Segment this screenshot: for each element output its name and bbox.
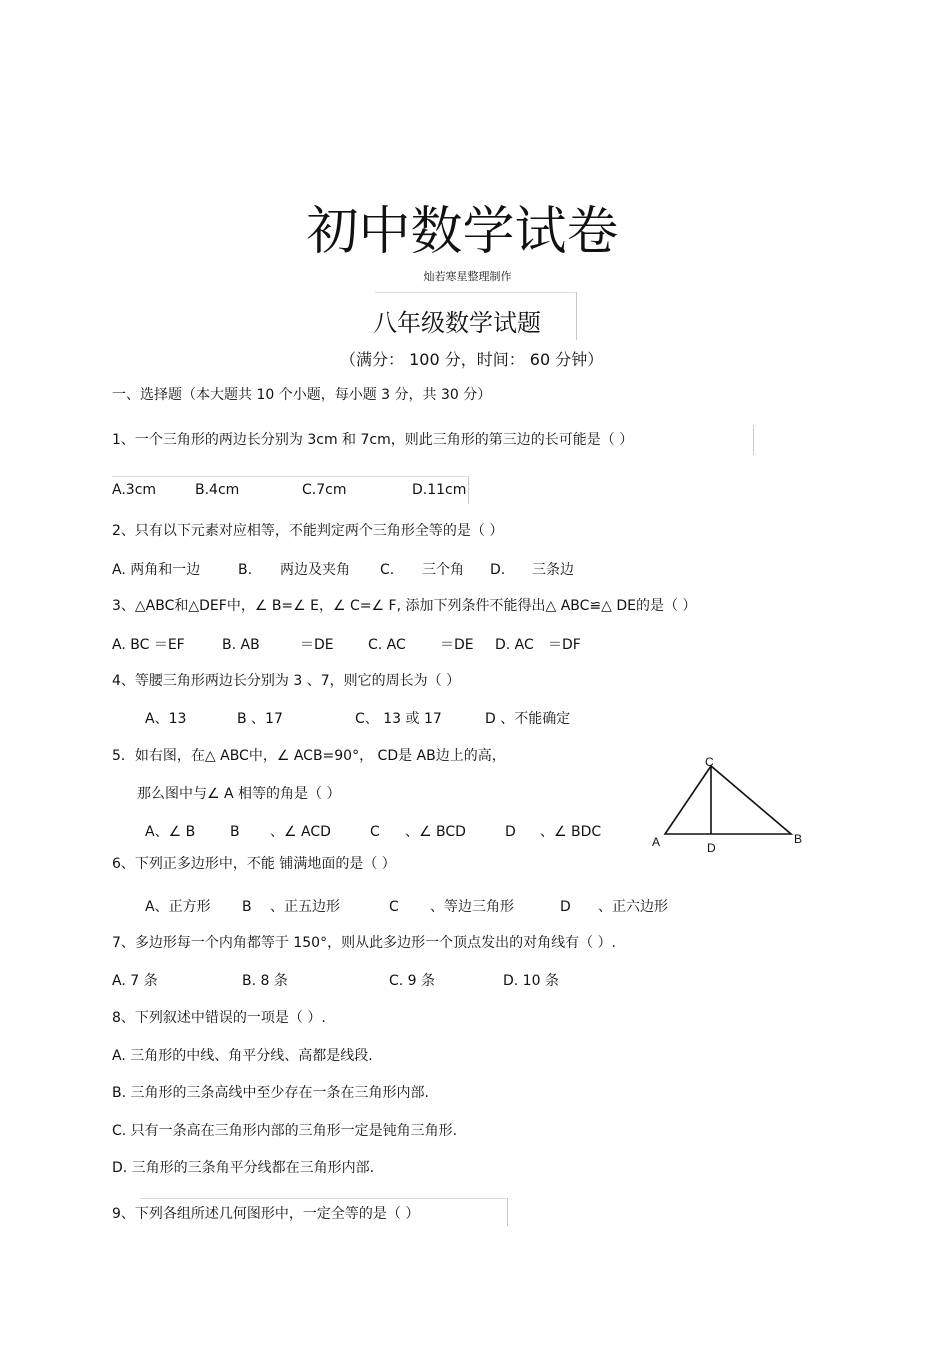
question-2-option-c: 三个角 [422, 562, 464, 578]
question-9-stem: 9、下列各组所述几何图形中，一定全等的是（ ） [112, 1206, 420, 1222]
exam-title: 八年级数学试题 [373, 309, 541, 337]
question-3-option-c-letter: C. AC [368, 637, 406, 653]
border-mark [507, 1198, 508, 1226]
question-6-option-b: 、正五边形 [270, 899, 340, 915]
question-4-stem: 4、等腰三角形两边长分别为 3 、7，则它的周长为（ ） [112, 673, 461, 689]
question-8-option-d: D. 三角形的三条角平分线都在三角形内部. [112, 1160, 375, 1176]
question-5-option-c-letter: C [370, 824, 380, 840]
question-7-option-c: C. 9 条 [389, 973, 436, 989]
question-8-stem: 8、下列叙述中错误的一项是（ ）. [112, 1010, 326, 1026]
question-8-option-b: B. 三角形的三条高线中至少存在一条在三角形内部. [112, 1085, 429, 1101]
question-6-option-c-letter: C [389, 899, 399, 915]
question-2-option-d-letter: D. [490, 562, 506, 578]
question-1-option-d: D.11cm [412, 482, 467, 498]
question-8-option-c: C. 只有一条高在三角形内部的三角形一定是钝角三角形. [112, 1123, 458, 1139]
question-2-option-d: 三条边 [532, 562, 574, 578]
border-mark [140, 1198, 506, 1199]
question-3-option-d-letter: D. AC [495, 637, 534, 653]
question-2-option-b-letter: B. [238, 562, 253, 578]
question-1-stem: 1、一个三角形的两边长分别为 3cm 和 7cm，则此三角形的第三边的长可能是（ ） [112, 432, 634, 448]
question-3-option-a: A. BC ＝EF [112, 637, 185, 653]
border-mark [468, 476, 469, 504]
question-5-option-c: 、∠ BCD [405, 824, 466, 840]
vertex-label-b: B [794, 832, 803, 846]
author-note: 灿若寒星整理制作 [423, 270, 512, 283]
question-2-option-a: A. 两角和一边 [112, 562, 201, 578]
question-7-option-b: B. 8 条 [242, 973, 288, 989]
question-2-option-c-letter: C. [380, 562, 395, 578]
question-3-option-b-letter: B. AB [222, 637, 260, 653]
question-6-option-b-letter: B [242, 899, 252, 915]
question-3-stem: 3、△ABC和△DEF中，∠ B=∠ E，∠ C=∠ F, 添加下列条件不能得出△ ABC≌△ DE的是（ ） [112, 598, 697, 614]
question-4-option-c: C、 13 或 17 [355, 711, 442, 727]
question-3-option-c: ＝DE [440, 637, 474, 653]
question-6-stem: 6、下列正多边形中，不能 铺满地面的是（ ） [112, 856, 396, 872]
section-heading: 一、选择题（本大题共 10 个小题，每小题 3 分，共 30 分） [112, 387, 492, 403]
question-4-option-d: D 、不能确定 [485, 711, 571, 727]
question-5-option-b: 、∠ ACD [270, 824, 331, 840]
question-8-option-a: A. 三角形的中线、角平分线、高都是线段. [112, 1048, 373, 1064]
question-5-option-a: A、∠ B [145, 824, 196, 840]
question-2-option-b: 两边及夹角 [280, 562, 350, 578]
triangle-abc [665, 766, 791, 834]
question-6-option-a: A、正方形 [145, 899, 211, 915]
question-6-option-d-letter: D [560, 899, 571, 915]
vertex-label-c: C [705, 755, 714, 769]
vertex-label-a: A [652, 835, 661, 849]
document-title: 初中数学试卷 [306, 202, 619, 262]
question-7-option-a: A. 7 条 [112, 973, 158, 989]
question-7-stem: 7、多边形每一个内角都等于 150°，则从此多边形一个顶点发出的对角线有（ ）. [112, 935, 616, 951]
question-4-option-b: B 、17 [237, 711, 283, 727]
question-1-option-c: C.7cm [302, 482, 347, 498]
question-3-option-b: ＝DE [300, 637, 334, 653]
question-2-stem: 2、只有以下元素对应相等，不能判定两个三角形全等的是（ ） [112, 523, 504, 539]
question-6-option-c: 、等边三角形 [430, 899, 514, 915]
question-3-option-d: ＝DF [548, 637, 581, 653]
question-1-option-a: A.3cm [112, 482, 157, 498]
question-7-option-d: D. 10 条 [503, 973, 559, 989]
question-1-option-b: B.4cm [195, 482, 240, 498]
question-5-stem-2: 那么图中与∠ A 相等的角是（ ） [137, 786, 341, 802]
triangle-figure [648, 752, 808, 857]
question-5-option-d-letter: D [505, 824, 516, 840]
question-5-stem: 5．如右图，在△ ABC中，∠ ACB=90°， CD是 AB边上的高， [112, 748, 506, 764]
title-border [576, 292, 577, 340]
border-mark [753, 425, 754, 455]
border-mark [112, 476, 467, 477]
question-5-option-b-letter: B [230, 824, 240, 840]
question-5-option-d: 、∠ BDC [540, 824, 602, 840]
question-6-option-d: 、正六边形 [598, 899, 668, 915]
question-4-option-a: A、13 [145, 711, 187, 727]
exam-info: （满分： 100 分，时间： 60 分钟） [340, 350, 604, 369]
title-underline [375, 292, 575, 293]
vertex-label-d: D [707, 841, 716, 855]
